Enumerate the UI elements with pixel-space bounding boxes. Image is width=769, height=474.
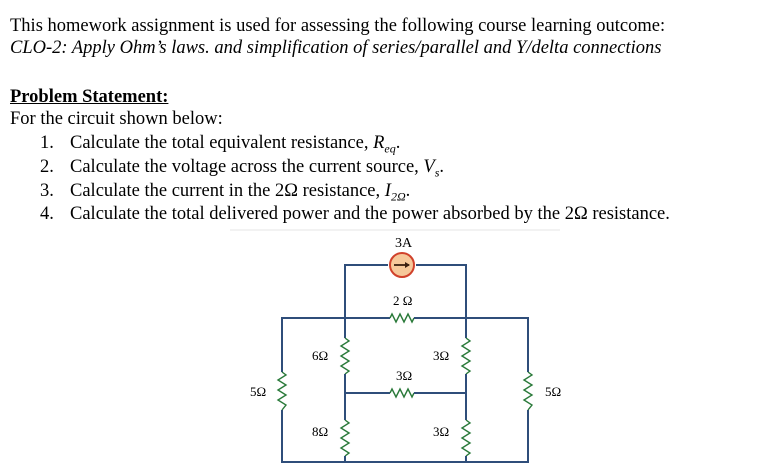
source-label: 3A — [395, 236, 413, 251]
problem-lead: For the circuit shown below: — [10, 109, 223, 129]
resistor-8ohm — [341, 420, 349, 456]
label-8ohm: 8Ω — [312, 424, 329, 439]
task-number: 4. — [40, 204, 54, 224]
task-text: Calculate the total equivalent resistance, — [70, 133, 374, 153]
label-2ohm: 2 Ω — [393, 293, 413, 308]
label-right-5ohm: 5Ω — [545, 384, 562, 399]
label-left-5ohm: 5Ω — [250, 384, 267, 399]
task-end: . — [395, 133, 401, 153]
resistor-center-3ohm — [390, 389, 414, 397]
task-subscript: s — [434, 165, 440, 180]
task-subscript: 2Ω — [390, 189, 406, 204]
wire-outer-left-top — [282, 318, 345, 372]
label-center-3ohm: 3Ω — [396, 368, 413, 383]
task-subscript: eq — [384, 141, 396, 156]
task-variable: R — [373, 133, 385, 153]
task-number: 1. — [40, 133, 54, 153]
resistor-6ohm — [341, 338, 349, 374]
outcome-text: This homework assignment is used for assessing the following course learning outcome: — [10, 16, 666, 36]
task-text: Calculate the voltage across the current source, — [70, 157, 424, 177]
label-right-lower-3ohm: 3Ω — [433, 424, 450, 439]
task-end: . — [405, 181, 411, 201]
current-source — [390, 253, 414, 277]
task-variable: I — [384, 181, 391, 201]
resistor-left-5ohm — [278, 372, 286, 410]
clo-text: CLO-2: Apply Ohm’s laws. and simplification of series/parallel and Y/delta connections — [10, 38, 662, 58]
task-variable: V — [423, 157, 435, 177]
label-6ohm: 6Ω — [312, 348, 329, 363]
resistor-right-5ohm — [524, 372, 532, 410]
label-right-upper-3ohm: 3Ω — [433, 348, 450, 363]
task-number: 2. — [40, 157, 54, 177]
task-end: . — [439, 157, 445, 177]
resistor-2ohm — [390, 314, 414, 322]
resistor-right-lower-3ohm — [462, 420, 470, 456]
problem-heading: Problem Statement: — [10, 87, 169, 107]
task-number: 3. — [40, 181, 54, 201]
task-text: Calculate the total delivered power and the power absorbed by the 2Ω resistance. — [70, 204, 670, 224]
resistor-right-upper-3ohm — [462, 338, 470, 374]
wire-outer-right-top — [466, 318, 528, 372]
task-text: Calculate the current in the 2Ω resistance, — [70, 181, 385, 201]
